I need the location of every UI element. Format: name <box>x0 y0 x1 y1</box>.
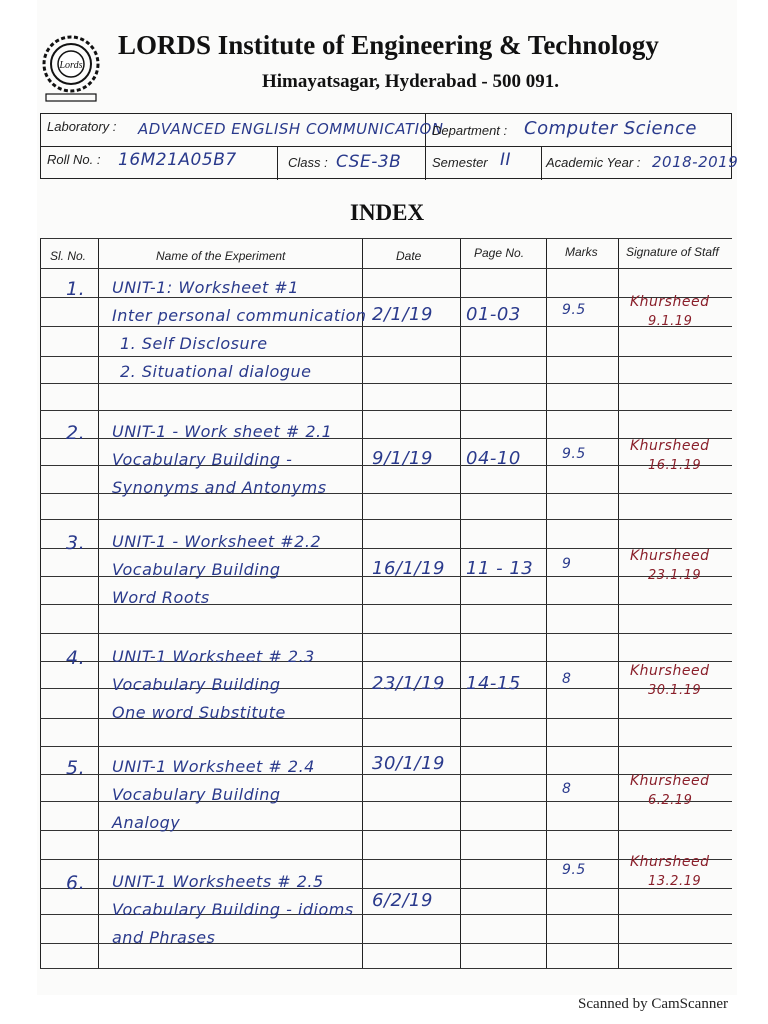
entry-line: Vocabulary Building <box>112 785 281 804</box>
roll-label: Roll No. : <box>47 152 101 167</box>
semester-value: II <box>500 150 512 170</box>
entry-date: 23/1/19 <box>372 673 445 694</box>
institute-name: LORDS Institute of Engineering & Technology <box>118 30 659 60</box>
table-rule <box>40 410 732 411</box>
entry-sl: 2. <box>66 422 86 444</box>
col-header-date: Date <box>396 249 422 263</box>
entry-sl: 4. <box>66 647 86 669</box>
class-label: Class : <box>288 155 328 170</box>
entry-sl: 6. <box>66 872 86 894</box>
year-label: Academic Year : <box>546 155 641 170</box>
col-header-page: Page No. <box>474 246 525 260</box>
institute-logo <box>40 34 102 106</box>
entry-page: 01-03 <box>466 304 521 325</box>
semester-label: Semester <box>432 155 488 170</box>
table-rule <box>40 297 732 298</box>
table-rule <box>40 633 732 634</box>
entry-line: UNIT-1: Worksheet #1 <box>112 278 299 297</box>
entry-line: UNIT-1 Worksheet # 2.4 <box>112 757 315 776</box>
entry-signature: Khursheed <box>630 294 710 310</box>
entry-signature: Khursheed <box>630 663 710 679</box>
entry-sign-date: 6.2.19 <box>648 793 693 808</box>
logo-text: Lords <box>59 60 83 71</box>
entry-sign-date: 23.1.19 <box>648 568 702 583</box>
entry-line: 1. Self Disclosure <box>120 334 268 353</box>
table-rule <box>40 968 732 969</box>
entry-line: Synonyms and Antonyms <box>112 478 327 497</box>
entry-line: UNIT-1 - Worksheet #2.2 <box>112 532 322 551</box>
entry-date: 16/1/19 <box>372 558 445 579</box>
laboratory-value: ADVANCED ENGLISH COMMUNICATION <box>138 120 444 138</box>
col-header-marks: Marks <box>565 245 598 259</box>
entry-line: UNIT-1 Worksheets # 2.5 <box>112 872 324 891</box>
class-value: CSE-3B <box>336 152 402 172</box>
entry-page: 14-15 <box>466 673 521 694</box>
entry-line: Vocabulary Building <box>112 560 281 579</box>
entry-signature: Khursheed <box>630 438 710 454</box>
entry-page: 11 - 13 <box>466 558 534 579</box>
entry-signature: Khursheed <box>630 548 710 564</box>
table-rule <box>40 519 732 520</box>
entry-sign-date: 16.1.19 <box>648 458 702 473</box>
entry-line: Vocabulary Building <box>112 675 281 694</box>
table-rule <box>40 238 732 239</box>
entry-sign-date: 30.1.19 <box>648 683 702 698</box>
table-rule <box>40 326 732 327</box>
entry-line: Analogy <box>112 813 181 832</box>
roll-value: 16M21A05B7 <box>118 150 237 170</box>
entry-marks: 9.5 <box>562 446 586 462</box>
entry-line: 2. Situational dialogue <box>120 362 312 381</box>
entry-sl: 3. <box>66 532 86 554</box>
entry-line: One word Substitute <box>112 703 286 722</box>
entry-marks: 9.5 <box>562 302 586 318</box>
col-header-name: Name of the Experiment <box>156 249 286 263</box>
table-rule <box>40 268 732 269</box>
col-header-sl: Sl. No. <box>50 249 87 263</box>
entry-signature: Khursheed <box>630 854 710 870</box>
table-rule <box>40 356 732 357</box>
entry-line: UNIT-1 Worksheet # 2.3 <box>112 647 315 666</box>
entry-line: Inter personal communication <box>112 306 367 325</box>
entry-line: Vocabulary Building - idioms <box>112 900 354 919</box>
table-rule <box>40 746 732 747</box>
institute-address: Himayatsagar, Hyderabad - 500 091. <box>262 71 559 92</box>
entry-line: Word Roots <box>112 588 210 607</box>
entry-date: 9/1/19 <box>372 448 433 469</box>
table-rule <box>40 859 732 860</box>
entry-marks: 9 <box>562 556 572 572</box>
laboratory-label: Laboratory : <box>47 119 117 134</box>
entry-sl: 1. <box>66 278 86 300</box>
entry-date: 2/1/19 <box>372 304 433 325</box>
entry-sign-date: 9.1.19 <box>648 314 693 329</box>
entry-page: 04-10 <box>466 448 521 469</box>
department-label: Department : <box>432 123 508 138</box>
entry-date: 30/1/19 <box>372 753 445 774</box>
entry-marks: 9.5 <box>562 862 586 878</box>
year-value: 2018-2019 <box>652 153 739 171</box>
entry-signature: Khursheed <box>630 773 710 789</box>
department-value: Computer Science <box>524 118 697 139</box>
entry-line: and Phrases <box>112 928 216 947</box>
entry-marks: 8 <box>562 671 572 687</box>
entry-marks: 8 <box>562 781 572 797</box>
scanner-footer: Scanned by CamScanner <box>578 996 728 1012</box>
col-header-signature: Signature of Staff <box>626 245 719 259</box>
entry-sl: 5. <box>66 757 86 779</box>
entry-sign-date: 13.2.19 <box>648 874 702 889</box>
index-title: INDEX <box>350 200 425 225</box>
entry-date: 6/2/19 <box>372 890 433 911</box>
entry-line: Vocabulary Building - <box>112 450 293 469</box>
table-rule <box>40 383 732 384</box>
entry-line: UNIT-1 - Work sheet # 2.1 <box>112 422 333 441</box>
